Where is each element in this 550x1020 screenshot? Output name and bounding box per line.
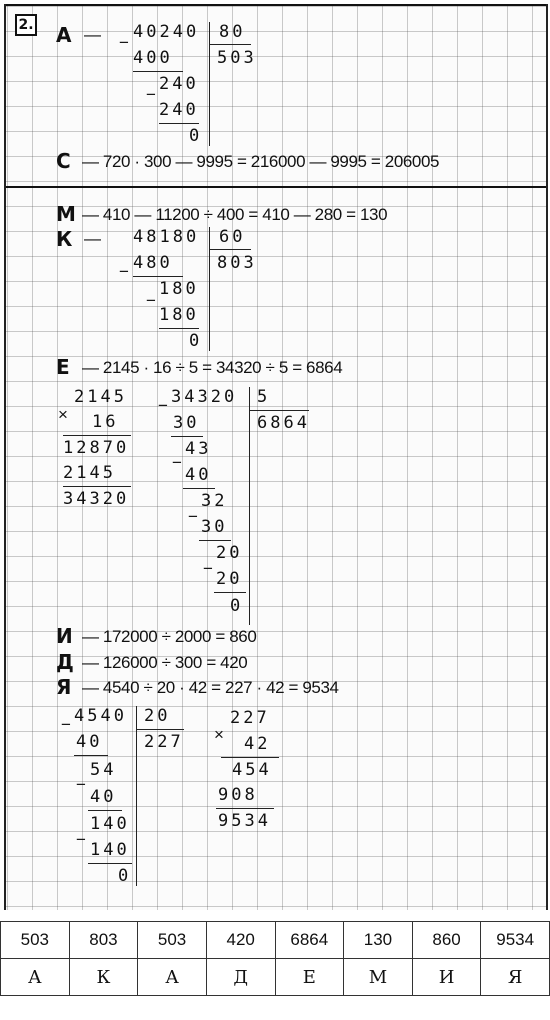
answer-letter-cell: И xyxy=(412,959,481,996)
division-remainder: 0 xyxy=(189,331,203,351)
minus-sign: − xyxy=(76,830,86,849)
step-underline xyxy=(214,592,246,593)
division-step: 30 xyxy=(201,517,228,537)
letter-ya-equation: — 4540 ÷ 20 · 42 = 227 · 42 = 9534 xyxy=(82,678,339,697)
division-step: 240 xyxy=(159,74,199,94)
division-step: 32 xyxy=(201,491,228,511)
dividend: 48180 xyxy=(133,227,200,247)
step-underline xyxy=(199,540,231,541)
division-step: 40 xyxy=(76,732,103,752)
step-underline xyxy=(171,436,203,437)
letter-e-equation: — 2145 · 16 ÷ 5 = 34320 ÷ 5 = 6864 xyxy=(82,358,343,377)
division-remainder: 0 xyxy=(189,126,203,146)
division-step: 180 xyxy=(159,279,199,299)
divisor: 60 xyxy=(219,227,246,247)
minus-sign: − xyxy=(146,85,156,104)
division-step: 180 xyxy=(159,305,199,325)
letter-m-label: М xyxy=(56,202,76,226)
multiplier: 42 xyxy=(244,734,271,754)
partial-product: 908 xyxy=(218,785,258,805)
multiplier: 16 xyxy=(92,412,119,432)
quotient: 803 xyxy=(217,253,257,273)
answer-number-cell: 503 xyxy=(1,922,70,959)
answer-letter-cell: А xyxy=(1,959,70,996)
multiply-sign: × xyxy=(58,405,68,424)
division-bar xyxy=(209,22,210,146)
minus-sign: − xyxy=(119,33,129,52)
division-step: 20 xyxy=(216,569,243,589)
division-bar xyxy=(249,387,250,625)
answer-number-cell: 9534 xyxy=(481,922,550,959)
minus-sign: − xyxy=(188,507,198,526)
divisor-underline xyxy=(249,410,309,411)
letter-k-label: К xyxy=(56,227,73,251)
minus-sign: − xyxy=(172,453,182,472)
quotient: 503 xyxy=(217,48,257,68)
letter-ya-label: Я xyxy=(56,675,72,699)
task-number-box: 2. xyxy=(15,14,37,36)
division-step: 140 xyxy=(90,840,130,860)
step-underline xyxy=(133,71,183,72)
step-underline xyxy=(159,123,199,124)
division-step: 400 xyxy=(133,48,173,68)
partial-product: 454 xyxy=(232,760,272,780)
answer-numbers-row xyxy=(1,922,550,959)
division-bar xyxy=(136,706,137,886)
letter-a-dash: — xyxy=(84,25,101,44)
multiply-sign: × xyxy=(214,725,224,744)
division-step: 40 xyxy=(90,787,117,807)
product-underline xyxy=(63,486,131,487)
multiplicand: 2145 xyxy=(74,387,127,407)
letter-c-label: С xyxy=(56,149,71,173)
product-result: 34320 xyxy=(63,489,130,509)
answer-letter-cell: Е xyxy=(275,959,344,996)
step-underline xyxy=(159,328,199,329)
product-underline xyxy=(216,808,274,809)
division-step: 30 xyxy=(173,413,200,433)
multiplicand: 227 xyxy=(230,708,270,728)
product-result: 9534 xyxy=(218,811,271,831)
answer-letter-cell: А xyxy=(138,959,207,996)
division-remainder: 0 xyxy=(230,596,244,616)
letter-m-equation: — 410 — 11200 ÷ 400 = 410 — 280 = 130 xyxy=(82,205,388,224)
dividend: 34320 xyxy=(171,387,238,407)
division-step: 480 xyxy=(133,253,173,273)
divisor: 80 xyxy=(219,22,246,42)
step-underline xyxy=(133,276,183,277)
answer-letter-cell: Д xyxy=(206,959,275,996)
divisor: 5 xyxy=(257,387,271,407)
divisor-underline xyxy=(209,44,251,45)
quotient: 227 xyxy=(144,732,184,752)
answer-number-cell: 130 xyxy=(344,922,413,959)
step-underline xyxy=(88,863,132,864)
divisor: 20 xyxy=(144,706,171,726)
division-step: 54 xyxy=(90,760,117,780)
answer-letters-row xyxy=(1,959,550,996)
letter-a-label: А xyxy=(56,23,72,47)
partial-product: 2145 xyxy=(63,463,116,483)
answer-letter-cell: Я xyxy=(481,959,550,996)
partial-product: 12870 xyxy=(63,438,130,458)
product-underline xyxy=(63,435,131,436)
letter-d-equation: — 126000 ÷ 300 = 420 xyxy=(82,653,248,672)
step-underline xyxy=(88,810,122,811)
divisor-underline xyxy=(136,729,184,730)
minus-sign: − xyxy=(61,715,71,734)
division-step: 240 xyxy=(159,100,199,120)
letter-e-label: Е xyxy=(56,355,70,379)
division-remainder: 0 xyxy=(118,866,132,886)
letter-d-label: Д xyxy=(56,650,74,674)
product-underline xyxy=(221,757,279,758)
letter-i-label: И xyxy=(56,624,73,648)
division-bar xyxy=(209,227,210,351)
step-underline xyxy=(183,488,215,489)
minus-sign: − xyxy=(203,559,213,578)
minus-sign: − xyxy=(146,291,156,310)
answer-number-cell: 860 xyxy=(412,922,481,959)
quotient: 6864 xyxy=(257,413,310,433)
answer-number-cell: 6864 xyxy=(275,922,344,959)
dividend: 40240 xyxy=(133,22,200,42)
graph-paper-sheet xyxy=(4,4,548,910)
division-step: 40 xyxy=(185,465,212,485)
minus-sign: − xyxy=(76,775,86,794)
division-step: 20 xyxy=(216,543,243,563)
division-step: 43 xyxy=(185,439,212,459)
minus-sign: − xyxy=(158,396,168,415)
answer-table xyxy=(0,921,550,996)
letter-k-dash: — xyxy=(84,229,101,248)
divisor-underline xyxy=(209,249,251,250)
letter-i-equation: — 172000 ÷ 2000 = 860 xyxy=(82,627,257,646)
division-step: 140 xyxy=(90,814,130,834)
minus-sign: − xyxy=(119,262,129,281)
step-underline xyxy=(74,755,108,756)
answer-number-cell: 803 xyxy=(69,922,138,959)
answer-letter-cell: К xyxy=(69,959,138,996)
letter-c-equation: — 720 · 300 — 9995 = 216000 — 9995 = 206005 xyxy=(82,152,440,171)
answer-number-cell: 420 xyxy=(206,922,275,959)
answer-letter-cell: М xyxy=(344,959,413,996)
dividend: 4540 xyxy=(74,706,127,726)
answer-number-cell: 503 xyxy=(138,922,207,959)
